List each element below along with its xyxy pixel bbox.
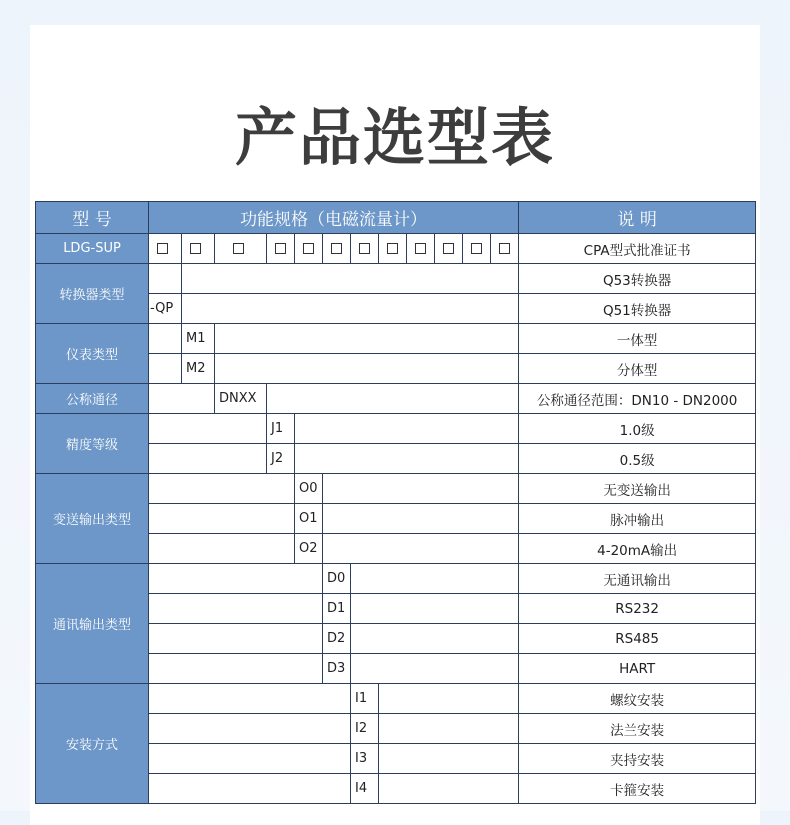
model-row xyxy=(36,234,756,264)
converter-label: 转换器类型 xyxy=(36,264,149,324)
box-11 xyxy=(463,234,491,264)
accuracy-code-j1: J1 xyxy=(267,414,295,444)
diameter-note: 公称通径范围：DN10 - DN2000 xyxy=(519,384,756,414)
output-code-o0: O0 xyxy=(295,474,323,504)
header-row xyxy=(36,202,756,234)
output-label: 变送输出类型 xyxy=(36,474,149,564)
output-note-o0: 无变送输出 xyxy=(519,474,756,504)
converter-code-qp: -QP xyxy=(149,294,182,324)
accuracy-label: 精度等级 xyxy=(36,414,149,474)
install-note-i4: 卡箍安装 xyxy=(519,774,756,804)
output-note-o2: 4-20mA输出 xyxy=(519,534,756,564)
install-row-1 xyxy=(36,684,756,714)
model-label: LDG-SUP xyxy=(36,234,149,264)
box-5 xyxy=(295,234,323,264)
box-7 xyxy=(351,234,379,264)
header-note: 说 明 xyxy=(519,202,756,234)
comm-code-d1: D1 xyxy=(323,594,351,624)
box-6 xyxy=(323,234,351,264)
box-12 xyxy=(491,234,519,264)
instrument-label: 仪表类型 xyxy=(36,324,149,384)
comm-code-d2: D2 xyxy=(323,624,351,654)
box-9 xyxy=(407,234,435,264)
output-row-1 xyxy=(36,474,756,504)
diameter-label: 公称通径 xyxy=(36,384,149,414)
selection-table xyxy=(35,201,756,804)
box-2 xyxy=(182,234,215,264)
instrument-code-m1: M1 xyxy=(182,324,215,354)
comm-code-d0: D0 xyxy=(323,564,351,594)
header-model: 型 号 xyxy=(36,202,149,234)
comm-note-d3: HART xyxy=(519,654,756,684)
install-code-i2: I2 xyxy=(351,714,379,744)
converter-row-1 xyxy=(36,264,756,294)
output-code-o2: O2 xyxy=(295,534,323,564)
diameter-row xyxy=(36,384,756,414)
accuracy-row-1 xyxy=(36,414,756,444)
comm-row-1 xyxy=(36,564,756,594)
comm-label: 通讯输出类型 xyxy=(36,564,149,684)
instrument-note-m2: 分体型 xyxy=(519,354,756,384)
diameter-code: DNXX xyxy=(215,384,267,414)
box-4 xyxy=(267,234,295,264)
install-note-i3: 夹持安装 xyxy=(519,744,756,774)
comm-code-d3: D3 xyxy=(323,654,351,684)
output-code-o1: O1 xyxy=(295,504,323,534)
box-10 xyxy=(435,234,463,264)
install-code-i1: I1 xyxy=(351,684,379,714)
accuracy-note-j2: 0.5级 xyxy=(519,444,756,474)
output-note-o1: 脉冲输出 xyxy=(519,504,756,534)
model-note: CPA型式批准证书 xyxy=(519,234,756,264)
comm-note-d2: RS485 xyxy=(519,624,756,654)
instrument-code-m2: M2 xyxy=(182,354,215,384)
install-note-i2: 法兰安装 xyxy=(519,714,756,744)
converter-note-1: Q53转换器 xyxy=(519,264,756,294)
instrument-note-m1: 一体型 xyxy=(519,324,756,354)
instrument-row-1 xyxy=(36,324,756,354)
accuracy-note-j1: 1.0级 xyxy=(519,414,756,444)
accuracy-code-j2: J2 xyxy=(267,444,295,474)
box-3 xyxy=(215,234,267,264)
converter-note-2: Q51转换器 xyxy=(519,294,756,324)
box-8 xyxy=(379,234,407,264)
header-spec: 功能规格（电磁流量计） xyxy=(149,202,519,234)
install-code-i3: I3 xyxy=(351,744,379,774)
box-1 xyxy=(149,234,182,264)
comm-note-d0: 无通讯输出 xyxy=(519,564,756,594)
install-label: 安装方式 xyxy=(36,684,149,804)
comm-note-d1: RS232 xyxy=(519,594,756,624)
install-note-i1: 螺纹安装 xyxy=(519,684,756,714)
page-title: 产品选型表 xyxy=(234,101,555,174)
install-code-i4: I4 xyxy=(351,774,379,804)
